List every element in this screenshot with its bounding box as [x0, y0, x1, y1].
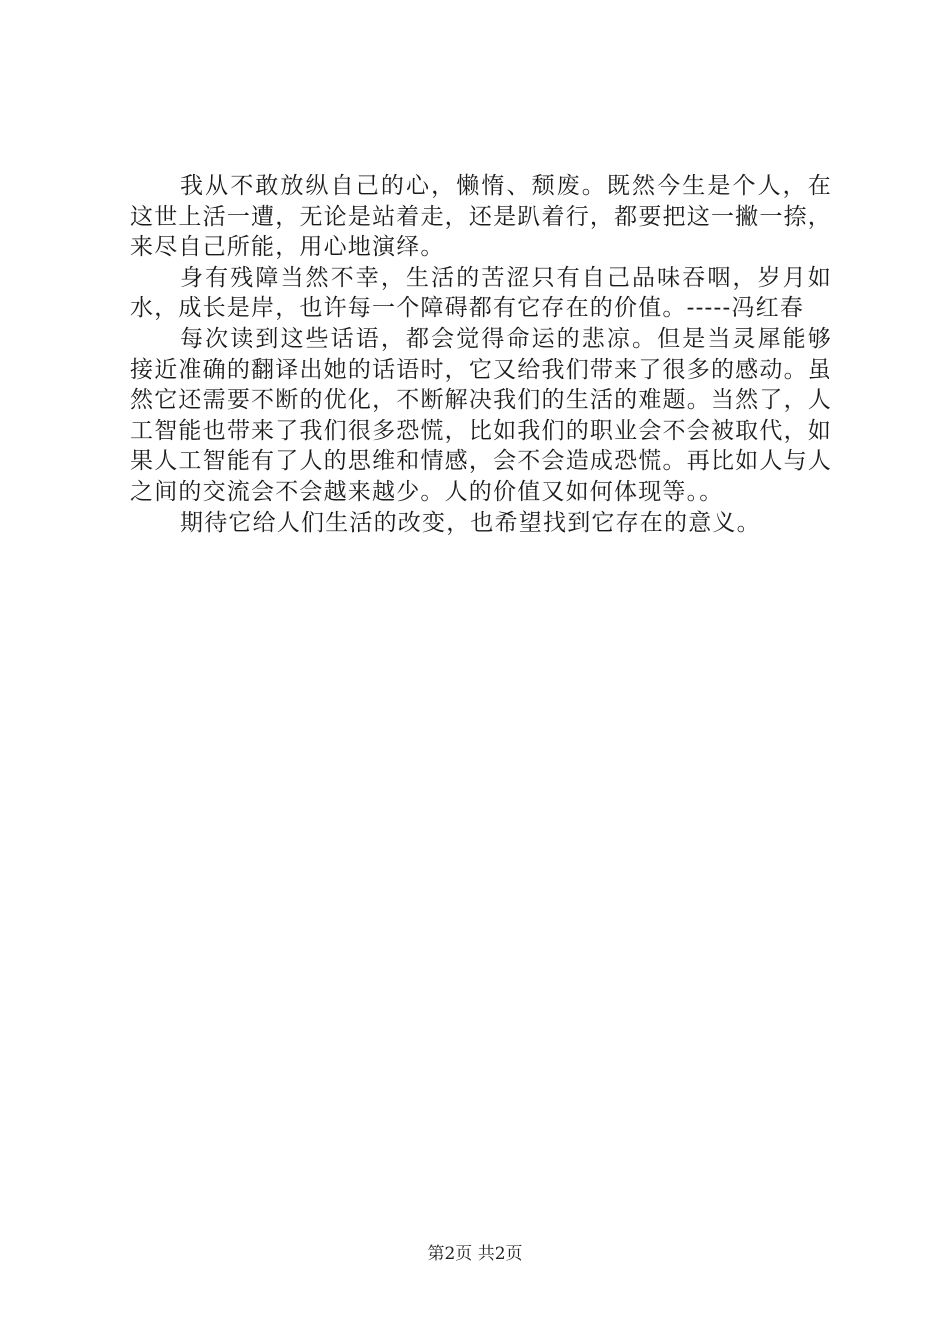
page-number-footer: 第2页 共2页 [427, 1244, 523, 1264]
paragraph-3: 每次读到这些话语，都会觉得命运的悲凉。但是当灵犀能够接近准确的翻译出她的话语时，它又给我们带来了很多的感动。虽然它还需要不断的优化，不断解决我们的生活的难题。当然了，人工智能也带来了我们很多恐慌，比如我们的职业会不会被取代，如果人工智能有了人的思维和情感，会不会造成恐慌。再比如人与人之间的交流会不会越来越少。人的价值又如何体现等。。 [130, 325, 832, 505]
document-body [130, 171, 832, 538]
paragraph-4: 期待它给人们生活的改变，也希望找到它存在的意义。 [180, 509, 761, 536]
paragraph-1: 我从不敢放纵自己的心，懒惰、颓废。既然今生是个人，在这世上活一遭，无论是站着走，还是趴着行，都要把这一撇一捺，来尽自己所能，用心地演绎。 [130, 173, 832, 261]
paragraph-2: 身有残障当然不幸，生活的苦涩只有自己品味吞咽，岁月如水，成长是岸，也许每一个障碍都有它存在的价值。-----冯红春 [130, 264, 832, 322]
